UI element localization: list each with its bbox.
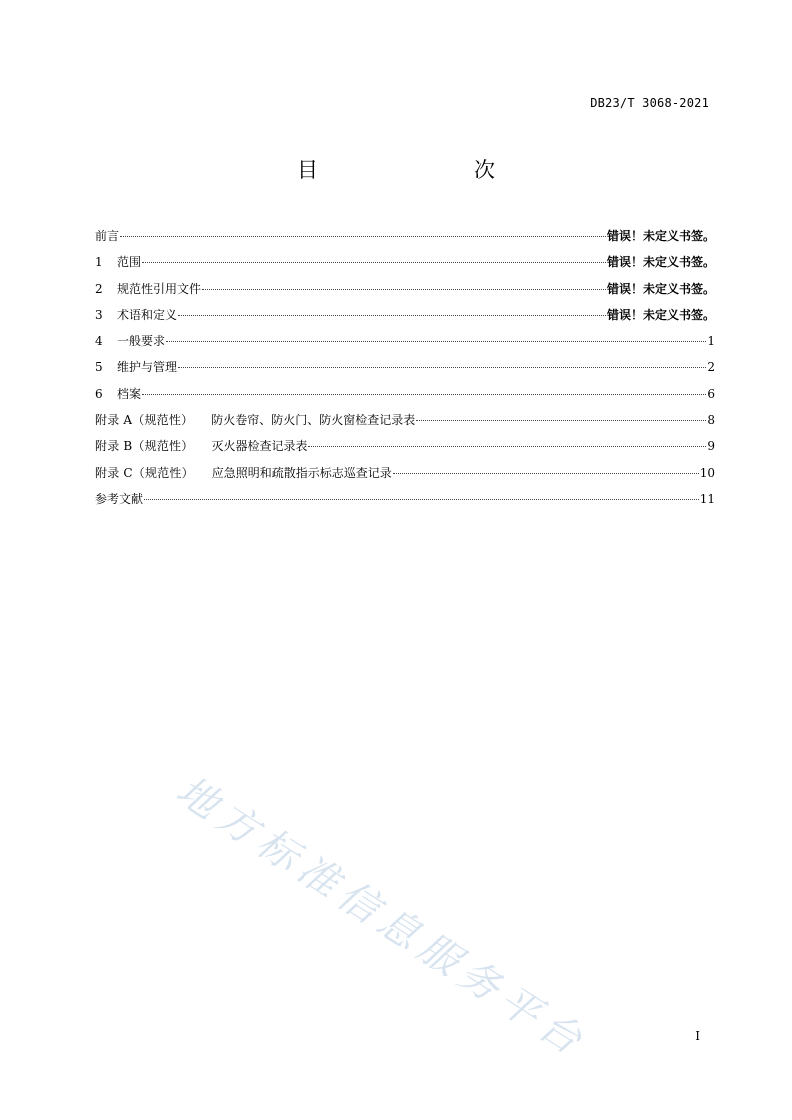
toc-leader-dots [416, 420, 706, 421]
toc-entry-appendix-a[interactable] [95, 412, 715, 438]
toc-entry-scope[interactable] [95, 254, 715, 280]
toc-entry-text: 前言 [95, 229, 120, 243]
toc-leader-dots [166, 341, 706, 342]
toc-entry-text: 应急照明和疏散指示标志巡查记录 [211, 465, 392, 480]
toc-leader-dots [120, 236, 606, 237]
toc-entry-page: 错误！未定义书签。 [606, 255, 715, 270]
toc-entry-page: 2 [707, 360, 715, 375]
toc-leader-dots [202, 289, 606, 290]
toc-entry-general-requirements[interactable] [95, 333, 715, 359]
table-of-contents [95, 228, 715, 517]
toc-entry-page: 错误！未定义书签。 [606, 307, 715, 322]
toc-entry-bibliography[interactable] [95, 491, 715, 517]
document-code: DB23/T 3068-2021 [590, 96, 709, 110]
toc-entry-number: 5 [95, 360, 103, 375]
toc-entry-page: 11 [699, 491, 715, 506]
toc-entry-appendix-b[interactable] [95, 438, 715, 464]
toc-entry-number: 6 [95, 386, 103, 401]
toc-entry-text: 术语和定义 [117, 307, 178, 322]
toc-entry-records[interactable] [95, 386, 715, 412]
toc-entry-page: 错误！未定义书签。 [606, 229, 715, 243]
toc-entry-appendix-c[interactable] [95, 465, 715, 491]
toc-entry-number: 2 [95, 281, 103, 296]
toc-entry-text: 规范性引用文件 [117, 281, 202, 296]
toc-entry-number: 4 [95, 334, 103, 349]
toc-entry-page: 错误！未定义书签。 [606, 281, 715, 296]
toc-appendix-label: 附录 C（规范性） [95, 465, 194, 480]
toc-entry-text: 维护与管理 [117, 360, 178, 375]
toc-leader-dots [144, 499, 699, 500]
toc-entry-normative-references[interactable] [95, 281, 715, 307]
toc-entry-page: 10 [699, 465, 715, 480]
toc-entry-number: 1 [95, 255, 103, 270]
toc-entry-foreword[interactable] [95, 228, 715, 254]
toc-entry-text: 参考文献 [95, 491, 144, 506]
toc-entry-terms-definitions[interactable] [95, 307, 715, 333]
watermark-text: 地方标准信息服务平台 [168, 767, 596, 1068]
toc-entry-page: 9 [707, 439, 715, 454]
toc-title: 目 次 [297, 158, 533, 182]
toc-entry-page: 6 [707, 386, 715, 401]
toc-entry-text: 范围 [117, 255, 142, 270]
toc-entry-text: 档案 [117, 386, 142, 401]
toc-entry-number: 3 [95, 307, 103, 322]
toc-entry-text: 一般要求 [117, 334, 166, 349]
toc-leader-dots [142, 394, 706, 395]
toc-leader-dots [308, 446, 706, 447]
toc-entry-maintenance[interactable] [95, 359, 715, 385]
toc-leader-dots [393, 473, 699, 474]
toc-leader-dots [142, 262, 606, 263]
toc-entry-page: 8 [707, 413, 715, 428]
toc-entry-page: 1 [707, 334, 715, 349]
toc-appendix-label: 附录 B（规范性） [95, 439, 194, 454]
toc-leader-dots [178, 367, 706, 368]
toc-entry-text: 灭火器检查记录表 [211, 439, 308, 454]
toc-entry-text: 防火卷帘、防火门、防火窗检查记录表 [211, 413, 416, 428]
page-number: I [695, 1029, 700, 1043]
toc-leader-dots [178, 315, 606, 316]
toc-appendix-label: 附录 A（规范性） [95, 413, 194, 428]
